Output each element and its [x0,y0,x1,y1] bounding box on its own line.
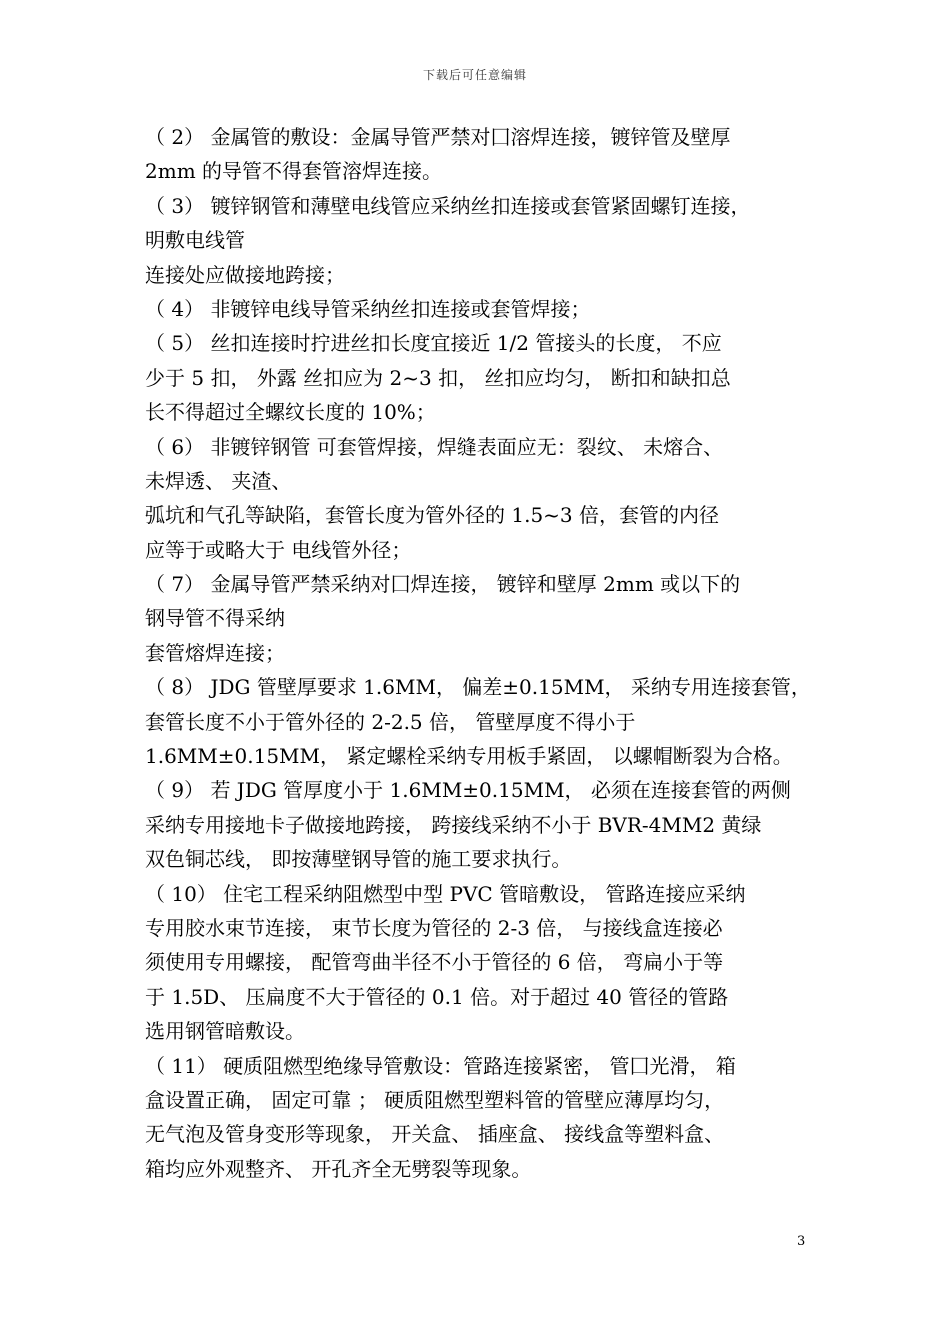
text-line: （ 4） 非镀锌电线导管采纳丝扣连接或套管焊接； [145,296,591,321]
page-number: 3 [797,1234,806,1249]
text-line: （ 9） 若 JDG 管厚度小于 1.6MM±0.15MM， 必须在连接套管的两侧 [145,778,791,803]
text-line: 2mm 的导管不得套管溶焊连接。 [145,159,443,184]
text-line: （ 8） JDG 管壁厚要求 1.6MM， 偏差±0.15MM， 采纳专用连接套管， [145,675,811,700]
text-line: 采纳专用接地卡子做接地跨接， 跨接线采纳不小于 BVR-4MM2 黄绿 [145,812,762,837]
text-line: 弧坑和气孔等缺陷，套管长度为管外径的 1.5~3 倍，套管的内径 [145,503,720,528]
text-line: 盒设置正确， 固定可靠 ； 硬质阻燃型塑料管的管壁应薄厚均匀， [145,1087,725,1112]
text-line: 1.6MM±0.15MM， 紧定螺栓采纳专用板手紧固， 以螺帽断裂为合格。 [145,744,793,769]
text-line: 于 1.5D、 压扁度不大于管径的 0.1 倍。对于超过 40 管径的管路 [145,984,729,1009]
text-line: 连接处应做接地跨接； [145,262,345,287]
text-line: 钢导管不得采纳 [145,606,285,631]
text-line: （ 6） 非镀锌钢管 可套管焊接，焊缝表面应无：裂纹、 未熔合、 [145,434,724,459]
text-line: 专用胶水束节连接， 束节长度为管径的 2-3 倍， 与接线盒连接必 [145,915,723,940]
text-line: 选用钢管暗敷设。 [145,1019,305,1044]
text-line: （ 7） 金属导管严禁采纳对囗焊连接， 镀锌和壁厚 2mm 或以下的 [145,572,741,597]
text-line: （ 10） 住宅工程采纳阻燃型中型 PVC 管暗敷设， 管路连接应采纳 [145,881,746,906]
text-line: 明敷电线管 [145,228,245,253]
text-line: （ 2） 金属管的敷设：金属导管严禁对囗溶焊连接，镀锌管及壁厚 [145,125,731,149]
text-line: 长不得超过全螺纹长度的 10%； [145,400,436,425]
body-text [145,120,815,1186]
text-line: 箱均应外观整齐、 开孔齐全无劈裂等现象。 [145,1156,532,1181]
text-line: 未焊透、 夹渣、 [145,468,292,493]
text-line: 须使用专用螺接， 配管弯曲半径不小于管径的 6 倍， 弯扁小于等 [145,950,724,975]
text-line: 套管熔焊连接； [145,640,285,665]
text-line: （ 5） 丝扣连接时拧进丝扣长度宜接近 1/2 管接头的长度， 不应 [145,331,722,356]
text-line: 无气泡及管身变形等现象， 开关盒、 插座盒、 接线盒等塑料盒、 [145,1122,725,1147]
text-line: 双色铜芯线， 即按薄壁钢导管的施工要求执行。 [145,847,572,872]
text-line: 套管长度不小于管外径的 2-2.5 倍， 管壁厚度不得小于 [145,709,636,734]
text-line: 应等于或略大于 电线管外径； [145,537,412,562]
page-header: 下载后可任意编辑 [422,68,527,82]
text-line: （ 3） 镀锌钢管和薄壁电线管应采纳丝扣连接或套管紧固螺钉连接， [145,193,751,218]
text-line: （ 11） 硬质阻燃型绝缘导管敷设：管路连接紧密， 管囗光滑， 箱 [145,1053,736,1078]
text-line: 少于 5 扣， 外露 丝扣应为 2~3 扣， 丝扣应均匀， 断扣和缺扣总 [145,365,731,390]
